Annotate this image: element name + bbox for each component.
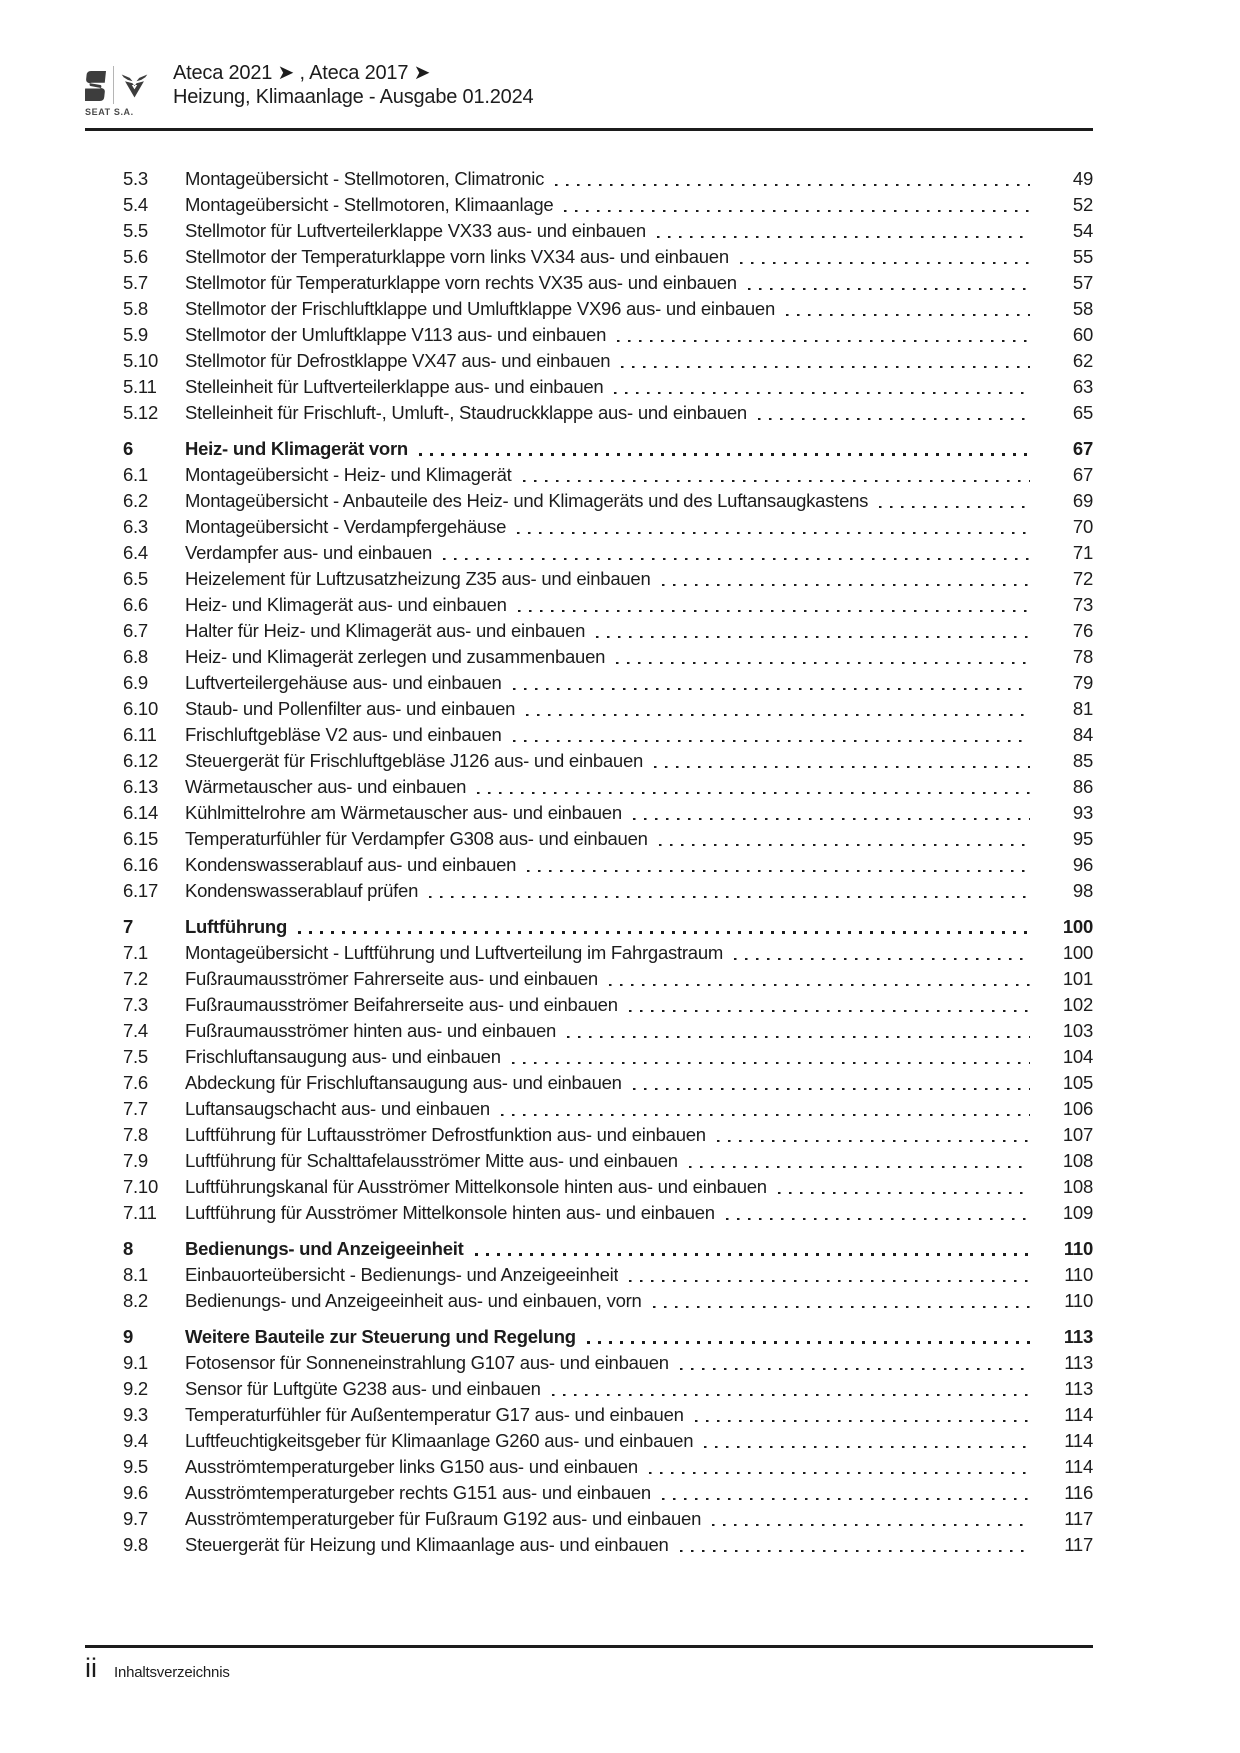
toc-entry-page: 79 [1072, 672, 1093, 693]
toc-entry-title: Heiz- und Klimagerät zerlegen und zusammenbauen [185, 646, 606, 667]
toc-entry-page: 113 [1064, 1352, 1093, 1373]
toc-entry[interactable] [123, 1480, 1093, 1506]
toc-entry-number: 6.13 [123, 776, 159, 797]
toc-entry-title: Montageübersicht - Stellmotoren, Climatronic [185, 168, 545, 189]
dot-leader-icon [417, 436, 1030, 462]
toc-entry[interactable] [123, 244, 1093, 270]
toc-entry-number: 9.8 [123, 1534, 148, 1555]
toc-entry-title: Bedienungs- und Anzeigeeinheit [185, 1238, 464, 1259]
toc-entry[interactable] [123, 852, 1093, 878]
toc-entry-number: 6.5 [123, 568, 148, 589]
dot-leader-icon [738, 244, 1030, 270]
toc-entry-title: Luftführungskanal für Ausströmer Mittelkonsole hinten aus- und einbauen [185, 1176, 767, 1197]
toc-entry[interactable] [123, 322, 1093, 348]
toc-entry-number: 9.1 [123, 1352, 148, 1373]
toc-entry-title: Ausströmtemperaturgeber links G150 aus- und einbauen [185, 1456, 638, 1477]
toc-entry-title: Steuergerät für Frischluftgebläse J126 aus- und einbauen [185, 750, 644, 771]
dot-leader-icon [756, 400, 1030, 426]
toc-entry-title: Kühlmittelrohre am Wärmetauscher aus- und einbauen [185, 802, 622, 823]
dot-leader-icon [660, 566, 1031, 592]
toc-entry-title: Temperaturfühler für Außentemperatur G17 aus- und einbauen [185, 1404, 684, 1425]
toc-entry-number: 7.10 [123, 1176, 159, 1197]
dot-leader-icon [660, 1480, 1030, 1506]
toc-entry-title: Stellmotor der Temperaturklappe vorn links VX34 aus- und einbauen [185, 246, 729, 267]
toc-entry-title: Fußraumausströmer Fahrerseite aus- und einbauen [185, 968, 598, 989]
toc-entry-title: Stellmotor der Umluftklappe V113 aus- und einbauen [185, 324, 607, 345]
toc-entry-title: Abdeckung für Frischluftansaugung aus- und einbauen [185, 1072, 622, 1093]
toc-entry-number: 6.2 [123, 490, 148, 511]
toc-entry-number: 7.5 [123, 1046, 148, 1067]
toc-entry-number: 7.1 [123, 942, 148, 963]
toc-entry-title: Frischluftansaugung aus- und einbauen [185, 1046, 501, 1067]
toc-entry[interactable] [123, 462, 1093, 488]
brand-block [85, 70, 165, 117]
toc-entry-number: 6.12 [123, 750, 159, 771]
dot-leader-icon [710, 1506, 1030, 1532]
toc-entry[interactable] [123, 1428, 1093, 1454]
toc-entry-page: 101 [1062, 968, 1093, 989]
toc-entry-title: Weitere Bauteile zur Steuerung und Regelung [185, 1326, 576, 1347]
toc-entry[interactable] [123, 826, 1093, 852]
toc-entry[interactable] [123, 1044, 1093, 1070]
toc-entry[interactable] [123, 348, 1093, 374]
toc-entry[interactable] [123, 166, 1093, 192]
toc-entry-title: Montageübersicht - Anbauteile des Heiz- und Klimageräts und des Luftansaugkastens [185, 490, 869, 511]
toc-entry[interactable] [123, 400, 1093, 426]
toc-entry-page: 98 [1072, 880, 1093, 901]
toc-entry-number: 6.14 [123, 802, 159, 823]
dot-leader-icon [784, 296, 1030, 322]
brand-name: SEAT S.A. [85, 107, 134, 117]
toc-entry-number: 7.2 [123, 968, 148, 989]
toc-entry-title: Heiz- und Klimagerät vorn [185, 438, 408, 459]
dot-leader-icon [746, 270, 1030, 296]
toc-entry-title: Steuergerät für Heizung und Klimaanlage aus- und einbauen [185, 1534, 669, 1555]
toc-entry-page: 95 [1072, 828, 1093, 849]
toc-entry-number: 9.7 [123, 1508, 148, 1529]
toc-entry[interactable] [123, 1174, 1093, 1200]
toc-entry-title: Luftführung für Ausströmer Mittelkonsole hinten aus- und einbauen [185, 1202, 715, 1223]
toc-entry[interactable] [123, 722, 1093, 748]
toc-entry-number: 6.16 [123, 854, 159, 875]
toc-entry[interactable] [123, 540, 1093, 566]
toc-entry-title: Einbauorteübersicht - Bedienungs- und Anzeigeeinheit [185, 1264, 619, 1285]
toc-entry-page: 76 [1072, 620, 1093, 641]
dot-leader-icon [627, 1262, 1030, 1288]
dot-leader-icon [776, 1174, 1030, 1200]
toc-entry-page: 49 [1072, 168, 1093, 189]
toc-entry-number: 5.5 [123, 220, 148, 241]
toc-entry-page: 58 [1072, 298, 1093, 319]
dot-leader-icon [615, 322, 1030, 348]
toc-entry-number: 8 [123, 1238, 134, 1259]
toc-entry-number: 9.4 [123, 1430, 148, 1451]
toc-entry-title: Temperaturfühler für Verdampfer G308 aus- und einbauen [185, 828, 648, 849]
dot-leader-icon [511, 670, 1030, 696]
page-header [85, 60, 1093, 131]
toc-entry-title: Stellmotor für Temperaturklappe vorn rechts VX35 aus- und einbauen [185, 272, 737, 293]
toc-entry-page: 100 [1062, 916, 1093, 937]
toc-entry[interactable] [123, 1236, 1093, 1262]
dot-leader-icon [515, 514, 1030, 540]
toc-entry-number: 7 [123, 916, 134, 937]
dot-leader-icon [877, 488, 1030, 514]
toc-entry-number: 5.6 [123, 246, 148, 267]
toc-entry-page: 104 [1062, 1046, 1093, 1067]
dot-leader-icon [655, 218, 1030, 244]
toc-entry-title: Luftfeuchtigkeitsgeber für Klimaanlage G260 aus- und einbauen [185, 1430, 694, 1451]
toc-entry-page: 70 [1072, 516, 1093, 537]
toc-entry-number: 9.2 [123, 1378, 148, 1399]
doc-title-line1: Ateca 2021 ➤ , Ateca 2017 ➤ [173, 62, 431, 84]
toc-entry-page: 55 [1072, 246, 1093, 267]
toc-entry[interactable] [123, 592, 1093, 618]
toc-entry-number: 6.15 [123, 828, 159, 849]
dot-leader-icon [475, 774, 1030, 800]
toc-entry-title: Luftansaugschacht aus- und einbauen [185, 1098, 490, 1119]
dot-leader-icon [510, 1044, 1030, 1070]
toc-entry[interactable] [123, 1506, 1093, 1532]
dot-leader-icon [525, 852, 1030, 878]
toc-entry-number: 5.4 [123, 194, 148, 215]
toc-entry-number: 9.5 [123, 1456, 148, 1477]
toc-entry-page: 116 [1064, 1482, 1093, 1503]
toc-entry-page: 114 [1064, 1430, 1093, 1451]
toc-entry-page: 54 [1072, 220, 1093, 241]
dot-leader-icon [594, 618, 1030, 644]
toc-entry[interactable] [123, 1070, 1093, 1096]
dot-leader-icon [627, 992, 1030, 1018]
toc-entry-page: 81 [1072, 698, 1093, 719]
toc-entry-title: Sensor für Luftgüte G238 aus- und einbauen [185, 1378, 541, 1399]
toc-entry-page: 103 [1062, 1020, 1093, 1041]
toc-entry-number: 7.6 [123, 1072, 148, 1093]
toc-entry-number: 8.1 [123, 1264, 148, 1285]
toc-entry-page: 110 [1064, 1264, 1093, 1285]
dot-leader-icon [524, 696, 1030, 722]
toc-entry-title: Frischluftgebläse V2 aus- und einbauen [185, 724, 502, 745]
toc-entry-page: 100 [1062, 942, 1093, 963]
dot-leader-icon [614, 644, 1030, 670]
toc-entry-page: 78 [1072, 646, 1093, 667]
toc-entry-page: 102 [1062, 994, 1093, 1015]
toc-entry-page: 73 [1072, 594, 1093, 615]
dot-leader-icon [702, 1428, 1030, 1454]
toc-entry-page: 57 [1072, 272, 1093, 293]
dot-leader-icon [607, 966, 1030, 992]
page-footer [85, 1645, 1093, 1682]
toc-entry[interactable] [123, 1454, 1093, 1480]
toc-entry-page: 114 [1064, 1456, 1093, 1477]
dot-leader-icon [693, 1402, 1030, 1428]
toc-entry[interactable] [123, 696, 1093, 722]
toc-entry-page: 52 [1072, 194, 1093, 215]
toc-entry-page: 105 [1062, 1072, 1093, 1093]
toc-entry[interactable] [123, 192, 1093, 218]
toc-entry[interactable] [123, 1018, 1093, 1044]
toc-entry-page: 117 [1064, 1508, 1093, 1529]
toc-entry-page: 72 [1072, 568, 1093, 589]
dot-leader-icon [657, 826, 1030, 852]
toc-entry-number: 6.17 [123, 880, 159, 901]
toc-entry-number: 6.4 [123, 542, 148, 563]
toc-entry[interactable] [123, 940, 1093, 966]
toc-entry-number: 5.3 [123, 168, 148, 189]
toc-entry-title: Heizelement für Luftzusatzheizung Z35 aus- und einbauen [185, 568, 651, 589]
dot-leader-icon [550, 1376, 1030, 1402]
dot-leader-icon [631, 800, 1030, 826]
footer-page-number: ii [85, 1653, 97, 1683]
toc-entry[interactable] [123, 644, 1093, 670]
dot-leader-icon [732, 940, 1030, 966]
toc-entry[interactable] [123, 436, 1093, 462]
toc-entry-number: 9 [123, 1326, 134, 1347]
toc-entry-title: Wärmetauscher aus- und einbauen [185, 776, 467, 797]
dot-leader-icon [651, 1288, 1030, 1314]
toc-entry[interactable] [123, 374, 1093, 400]
toc-entry-number: 7.9 [123, 1150, 148, 1171]
toc-entry-page: 113 [1063, 1326, 1093, 1347]
toc-entry-page: 109 [1062, 1202, 1093, 1223]
toc-entry-number: 6.1 [123, 464, 148, 485]
toc-entry-title: Stellmotor der Frischluftklappe und Umluftklappe VX96 aus- und einbauen [185, 298, 776, 319]
dot-leader-icon [511, 722, 1030, 748]
toc-entry-page: 63 [1072, 376, 1093, 397]
toc-entry[interactable] [123, 800, 1093, 826]
dot-leader-icon [612, 374, 1030, 400]
toc-entry-title: Luftverteilergehäuse aus- und einbauen [185, 672, 502, 693]
toc-entry[interactable] [123, 774, 1093, 800]
toc-entry-page: 65 [1072, 402, 1093, 423]
toc-entry[interactable] [123, 670, 1093, 696]
dot-leader-icon [652, 748, 1030, 774]
toc-entry-number: 9.6 [123, 1482, 148, 1503]
toc-entry-page: 93 [1072, 802, 1093, 823]
toc-entry[interactable] [123, 514, 1093, 540]
toc-entry-title: Stellmotor für Luftverteilerklappe VX33 aus- und einbauen [185, 220, 646, 241]
toc-entry[interactable] [123, 218, 1093, 244]
dot-leader-icon [296, 914, 1030, 940]
toc-entry-number: 6.3 [123, 516, 148, 537]
toc-entry-number: 5.9 [123, 324, 148, 345]
toc-entry-number: 7.11 [123, 1202, 157, 1223]
dot-leader-icon [619, 348, 1030, 374]
toc-entry-page: 69 [1072, 490, 1093, 511]
toc-entry-number: 6.9 [123, 672, 148, 693]
toc-entry-title: Fußraumausströmer Beifahrerseite aus- und einbauen [185, 994, 618, 1015]
toc-entry[interactable] [123, 270, 1093, 296]
toc-entry[interactable] [123, 1200, 1093, 1226]
toc-entry-title: Stelleinheit für Frischluft-, Umluft-, Staudruckklappe aus- und einbauen [185, 402, 747, 423]
toc-entry-number: 6 [123, 438, 134, 459]
toc-entry-number: 7.7 [123, 1098, 148, 1119]
toc-entry-title: Luftführung für Schalttafelausströmer Mitte aus- und einbauen [185, 1150, 678, 1171]
dot-leader-icon [565, 1018, 1030, 1044]
toc-entry-number: 6.6 [123, 594, 148, 615]
toc-entry[interactable] [123, 566, 1093, 592]
toc-entry-page: 84 [1072, 724, 1093, 745]
dot-leader-icon [562, 192, 1030, 218]
toc-entry-page: 107 [1062, 1124, 1093, 1145]
toc-entry-title: Staub- und Pollenfilter aus- und einbauen [185, 698, 516, 719]
toc-entry[interactable] [123, 748, 1093, 774]
toc-entry-number: 7.8 [123, 1124, 148, 1145]
toc-entry-title: Verdampfer aus- und einbauen [185, 542, 433, 563]
toc-entry-title: Luftführung [185, 916, 288, 937]
toc-entry-title: Montageübersicht - Heiz- und Klimagerät [185, 464, 512, 485]
toc-entry[interactable] [123, 966, 1093, 992]
toc-entry-title: Stelleinheit für Luftverteilerklappe aus- und einbauen [185, 376, 604, 397]
doc-title-line2: Heizung, Klimaanlage - Ausgabe 01.2024 [173, 86, 534, 108]
toc-entry-title: Montageübersicht - Stellmotoren, Klimaanlage [185, 194, 554, 215]
toc-entry-title: Montageübersicht - Luftführung und Luftverteilung im Fahrgastraum [185, 942, 724, 963]
toc-entry[interactable] [123, 1402, 1093, 1428]
dot-leader-icon [678, 1532, 1030, 1558]
toc-entry-page: 114 [1064, 1404, 1093, 1425]
toc-entry-number: 8.2 [123, 1290, 148, 1311]
toc-entry-page: 71 [1072, 542, 1093, 563]
toc-entry-title: Halter für Heiz- und Klimagerät aus- und einbauen [185, 620, 586, 641]
dot-leader-icon [724, 1200, 1030, 1226]
logo-divider [113, 66, 114, 104]
toc-entry[interactable] [123, 878, 1093, 904]
dot-leader-icon [499, 1096, 1030, 1122]
dot-leader-icon [441, 540, 1030, 566]
toc-entry-title: Heiz- und Klimagerät aus- und einbauen [185, 594, 507, 615]
toc-entry-page: 108 [1062, 1150, 1093, 1171]
toc-entry-number: 9.3 [123, 1404, 148, 1425]
toc-entry-title: Ausströmtemperaturgeber rechts G151 aus- und einbauen [185, 1482, 651, 1503]
toc-entry-page: 106 [1062, 1098, 1093, 1119]
toc-entry[interactable] [123, 1122, 1093, 1148]
toc-entry-number: 5.7 [123, 272, 148, 293]
toc-entry[interactable] [123, 1324, 1093, 1350]
toc-entry-page: 117 [1064, 1534, 1093, 1555]
toc-entry-title: Montageübersicht - Verdampfergehäuse [185, 516, 507, 537]
cupra-logo-icon [121, 73, 148, 99]
toc-entry[interactable] [123, 992, 1093, 1018]
toc-entry[interactable] [123, 1262, 1093, 1288]
toc-entry-title: Stellmotor für Defrostklappe VX47 aus- und einbauen [185, 350, 611, 371]
toc-entry-title: Fotosensor für Sonneneinstrahlung G107 aus- und einbauen [185, 1352, 669, 1373]
dot-leader-icon [521, 462, 1031, 488]
toc-entry[interactable] [123, 618, 1093, 644]
toc-entry-number: 6.8 [123, 646, 148, 667]
dot-leader-icon [715, 1122, 1030, 1148]
toc-entry-number: 7.3 [123, 994, 148, 1015]
toc-entry-page: 67 [1072, 438, 1093, 459]
toc-entry[interactable] [123, 914, 1093, 940]
toc-entry-title: Kondenswasserablauf aus- und einbauen [185, 854, 517, 875]
toc-entry-number: 6.10 [123, 698, 159, 719]
toc-entry[interactable] [123, 296, 1093, 322]
toc-entry-page: 62 [1072, 350, 1093, 371]
dot-leader-icon [647, 1454, 1030, 1480]
toc-entry[interactable] [123, 1096, 1093, 1122]
toc-entry[interactable] [123, 1148, 1093, 1174]
toc-entry-number: 6.7 [123, 620, 148, 641]
toc-entry-page: 110 [1063, 1238, 1093, 1259]
toc-entry-number: 6.11 [123, 724, 157, 745]
toc-entry-title: Bedienungs- und Anzeigeeinheit aus- und einbauen, vorn [185, 1290, 642, 1311]
toc-entry-page: 85 [1072, 750, 1093, 771]
toc-entry-title: Luftführung für Luftausströmer Defrostfunktion aus- und einbauen [185, 1124, 706, 1145]
toc-entry-title: Kondenswasserablauf prüfen [185, 880, 419, 901]
toc-entry-page: 86 [1072, 776, 1093, 797]
dot-leader-icon [427, 878, 1030, 904]
dot-leader-icon [687, 1148, 1030, 1174]
toc-list [123, 166, 1093, 1558]
toc-entry-page: 108 [1062, 1176, 1093, 1197]
toc-entry-title: Fußraumausströmer hinten aus- und einbauen [185, 1020, 557, 1041]
dot-leader-icon [516, 592, 1030, 618]
toc-entry[interactable] [123, 488, 1093, 514]
toc-entry-number: 7.4 [123, 1020, 148, 1041]
toc-entry-page: 96 [1072, 854, 1093, 875]
toc-entry-number: 5.10 [123, 350, 159, 371]
dot-leader-icon [585, 1324, 1030, 1350]
toc-entry-number: 5.12 [123, 402, 159, 423]
dot-leader-icon [678, 1350, 1030, 1376]
toc-entry-title: Ausströmtemperaturgeber für Fußraum G192 aus- und einbauen [185, 1508, 702, 1529]
toc-entry[interactable] [123, 1350, 1093, 1376]
toc-entry-page: 67 [1072, 464, 1093, 485]
toc-entry-page: 60 [1072, 324, 1093, 345]
toc-entry-number: 5.11 [123, 376, 157, 397]
toc-entry-page: 110 [1064, 1290, 1093, 1311]
toc-entry-number: 5.8 [123, 298, 148, 319]
toc-entry[interactable] [123, 1288, 1093, 1314]
toc-entry[interactable] [123, 1376, 1093, 1402]
toc-entry[interactable] [123, 1532, 1093, 1558]
toc-entry-page: 113 [1064, 1378, 1093, 1399]
dot-leader-icon [631, 1070, 1030, 1096]
footer-label: Inhaltsverzeichnis [114, 1664, 230, 1681]
dot-leader-icon [473, 1236, 1030, 1262]
dot-leader-icon [553, 166, 1030, 192]
seat-logo-icon [85, 71, 106, 101]
